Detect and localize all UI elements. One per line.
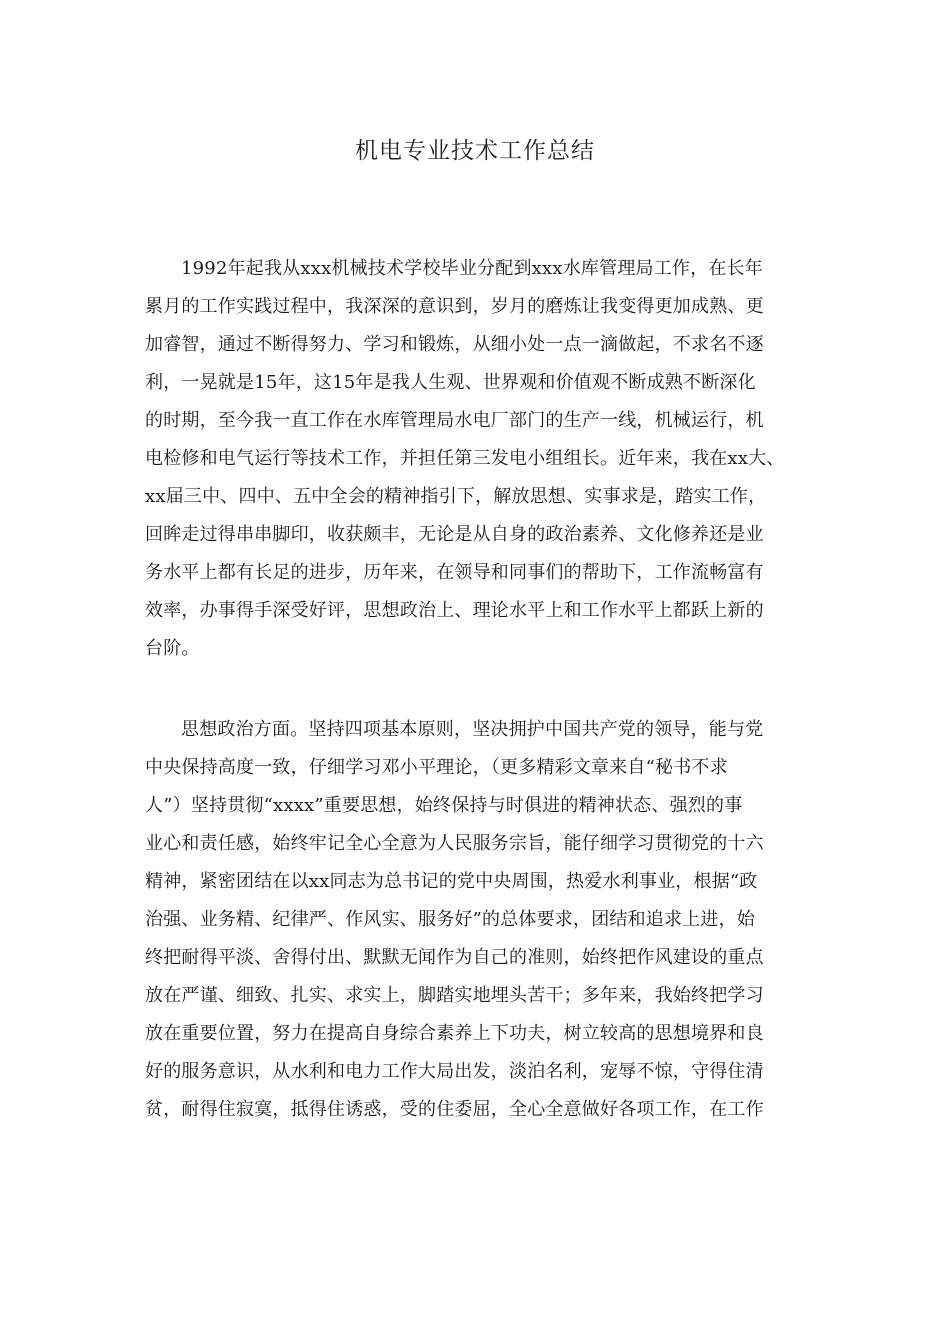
paragraph-line: 加睿智，通过不断得努力、学习和锻炼，从细小处一点一滴做起，不求名不逐 — [145, 334, 764, 355]
paragraph-line: 回眸走过得串串脚印，收获颇丰，无论是从自身的政治素养、文化修养还是业 — [145, 524, 764, 545]
paragraph-line: 放在重要位置，努力在提高自身综合素养上下功夫，树立较高的思想境界和良 — [145, 1023, 764, 1044]
paragraph-political-thought — [145, 711, 817, 1129]
paragraph-line: 人”）坚持贯彻“xxxx”重要思想，始终保持与时俱进的精神状态、强烈的事 — [145, 795, 743, 816]
paragraph-line: 效率，办事得手深受好评，思想政治上、理论水平上和工作水平上都跃上新的 — [145, 600, 764, 621]
paragraph-line: 精神，紧密团结在以xx同志为总书记的党中央周围，热爱水利事业，根据“政 — [145, 871, 758, 892]
paragraph-line: 思想政治方面。坚持四项基本原则，坚决拥护中国共产党的领导，能与党 — [181, 719, 764, 740]
paragraph-line: 好的服务意识，从水利和电力工作大局出发，淡泊名利，宠辱不惊，守得住清 — [145, 1061, 764, 1082]
paragraph-line: 累月的工作实践过程中，我深深的意识到，岁月的磨炼让我变得更加成熟、更 — [145, 296, 764, 317]
paragraph-line: 台阶。 — [145, 638, 200, 659]
paragraph-line: 贫，耐得住寂寞，抵得住诱惑，受的住委屈，全心全意做好各项工作，在工作 — [145, 1099, 764, 1120]
paragraph-career-overview — [145, 250, 817, 668]
paragraph-line: 放在严谨、细致、扎实、求实上，脚踏实地埋头苦干；多年来，我始终把学习 — [145, 985, 764, 1006]
paragraph-line: 中央保持高度一致，仔细学习邓小平理论，（更多精彩文章来自“秘书不求 — [145, 757, 728, 778]
paragraph-line: 1992年起我从xxx机械技术学校毕业分配到xxx水库管理局工作，在长年 — [181, 258, 763, 279]
paragraph-line: 的时期，至今我一直工作在水库管理局水电厂部门的生产一线，机械运行，机 — [145, 410, 764, 431]
paragraph-line: 业心和责任感，始终牢记全心全意为人民服务宗旨，能仔细学习贯彻党的十六 — [145, 833, 764, 854]
paragraph-line: 利，一晃就是15年，这15年是我人生观、世界观和价值观不断成熟不断深化 — [145, 372, 756, 393]
paragraph-line: 治强、业务精、纪律严、作风实、服务好”的总体要求，团结和追求上进，始 — [145, 909, 755, 930]
paragraph-line: 电检修和电气运行等技术工作，并担任第三发电小组组长。近年来，我在xx大、 — [145, 448, 785, 469]
paragraph-line: 务水平上都有长足的进步，历年来，在领导和同事们的帮助下，工作流畅富有 — [145, 562, 764, 583]
paragraph-line: 终把耐得平淡、舍得付出、默默无闻作为自己的准则，始终把作风建设的重点 — [145, 947, 764, 968]
document-title: 机电专业技术工作总结 — [355, 138, 595, 164]
paragraph-line: xx届三中、四中、五中全会的精神指引下，解放思想、实事求是，踏实工作， — [145, 486, 767, 507]
